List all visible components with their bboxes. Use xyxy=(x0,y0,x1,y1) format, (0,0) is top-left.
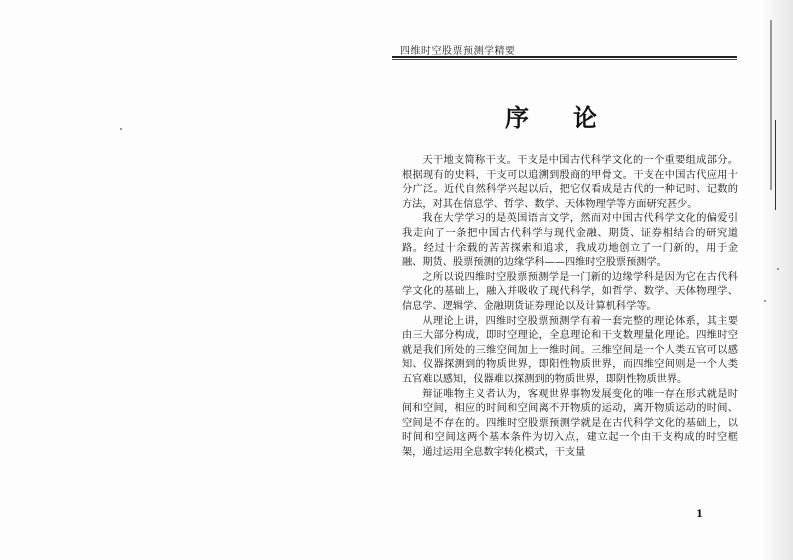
body-text xyxy=(402,154,738,460)
paragraph: 从理论上讲，四维时空股票预测学有着一套完整的理论体系，其主要由三大部分构成，即时空理论，全息理论和干支数理量化理论。四维时空就是我们所处的三维空间加上一维时间。三维空间是一个人类五官可以感知、仪器探测到的物质世界，即阳性物质世界，而四维空间则是一个人类五官难以感知，仪器难以探测到的物质世界，即阴性物质世界。 xyxy=(402,315,738,385)
scan-speck xyxy=(120,128,122,130)
header-rule-thin xyxy=(392,59,737,60)
scan-edge-mark xyxy=(775,120,776,210)
paragraph: 天干地支简称干支。干支是中国古代科学文化的一个重要组成部分。根据现有的史料，干支可以追溯到殷商的甲骨文。干支在中国古代应用十分广泛。近代自然科学兴起以后，把它仅看成是古代的一种记时、记数的方法，对其在信息学、哲学、数学、天体物理学等方面研究甚少。 xyxy=(402,155,738,210)
chapter-title: 序论 xyxy=(505,103,641,132)
header-rule xyxy=(392,56,737,58)
scan-speck xyxy=(777,268,779,270)
scan-edge-mark xyxy=(770,20,772,190)
paragraph: 之所以说四维时空股票预测学是一门新的边缘学科是因为它在古代科学文化的基础上，融入并吸收了现代科学，如哲学、数学、天体物理学、信息学、逻辑学、金融期货证券理论以及计算机科学等。 xyxy=(402,271,738,312)
page-number: 1 xyxy=(696,509,703,520)
scan-speck xyxy=(764,300,766,302)
scan-edge-shadow xyxy=(760,0,793,560)
paragraph: 辩证唯物主义者认为，客观世界事物发展变化的唯一存在形式就是时间和空间，相应的时间和空间离不开物质的运动，离开物质运动的时间、空间是不存在的。四维时空股票预测学就是在古代科学文化的基础上，以时间和空间这两个基本条件为切入点，建立起一个由干支构成的时空框架，通过运用全息数字转化模式，干支量 xyxy=(402,388,738,458)
running-head: 四维时空股票预测学精要 xyxy=(400,46,516,57)
paragraph: 我在大学学习的是英国语言文学，然而对中国古代科学文化的偏爱引我走向了一条把中国古代科学与现代金融、期货、证券相结合的研究道路。经过十余载的苦苦探索和追求，我成功地创立了一门新的，用于金融、期货、股票预测的边缘学科——四维时空股票预测学。 xyxy=(402,213,738,269)
